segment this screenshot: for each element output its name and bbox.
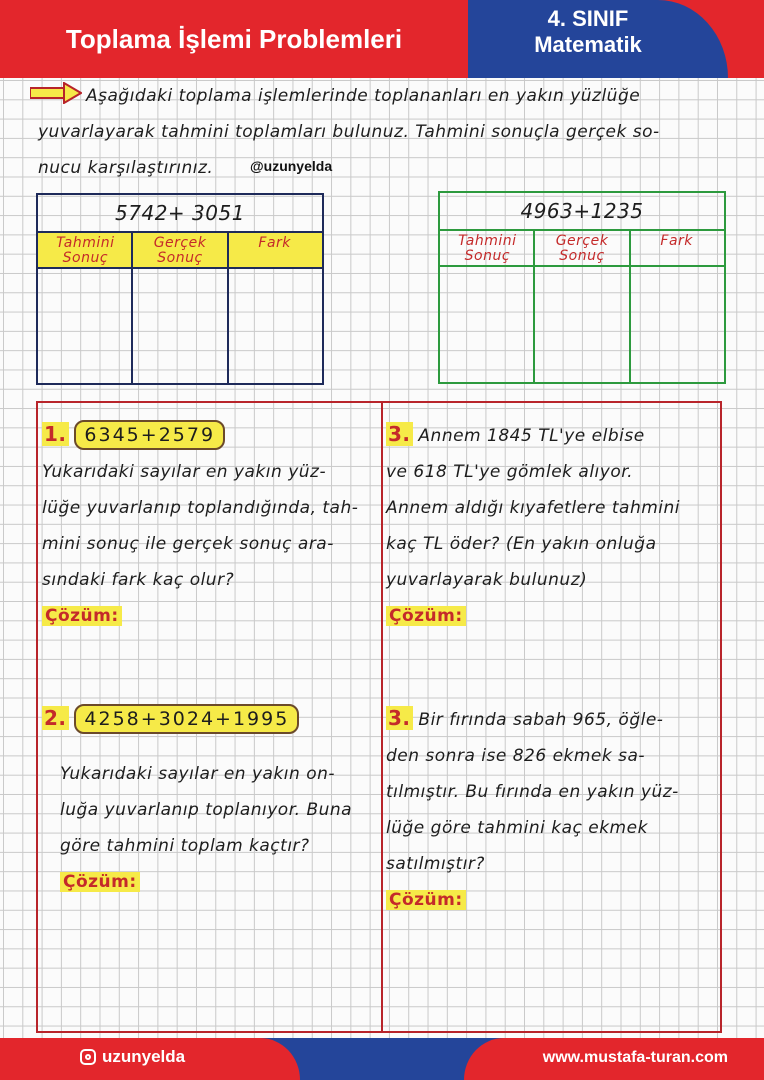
column-divider xyxy=(629,231,631,382)
table-header-row xyxy=(440,231,724,267)
page-title: Toplama İşlemi Problemleri xyxy=(65,23,403,54)
problem-line: Annem 1845 TL'ye elbise xyxy=(418,426,645,446)
instruction-line-1: Aşağıdaki toplama işlemlerinde toplananları en yakın yüzlüğe xyxy=(86,86,641,106)
problem-line: Yukarıdaki sayılar en yakın yüz- xyxy=(42,462,327,482)
problem-expression: 6345+2579 xyxy=(74,420,225,450)
table-expression: 4963+1235 xyxy=(440,193,724,231)
problem-expression: 4258+3024+1995 xyxy=(74,704,299,734)
problem-line: Bir fırında sabah 965, öğle- xyxy=(418,710,664,730)
table-expression: 5742+ 3051 xyxy=(38,195,322,233)
footer-website-link[interactable]: www.mustafa-turan.com xyxy=(542,1049,728,1066)
header-difference: Fark xyxy=(660,233,693,249)
watermark-handle: @uzunyelda xyxy=(250,158,333,174)
grade-badge xyxy=(468,6,708,58)
problem-line: den sonra ise 826 ekmek sa- xyxy=(386,746,646,766)
problem-line: kaç TL öder? (En yakın onluğa xyxy=(386,534,657,554)
footer-social-link[interactable] xyxy=(80,1047,185,1067)
problem-3-clothes xyxy=(386,416,720,634)
problem-line: Annem aldığı kıyafetlere tahmini xyxy=(386,498,681,518)
problem-line: luğa yuvarlanıp toplanıyor. Buna xyxy=(60,800,353,820)
header-difference: Fark xyxy=(258,235,291,251)
column-divider xyxy=(533,231,535,382)
subject-label: Matematik xyxy=(534,32,642,57)
solution-label: Çözüm: xyxy=(42,606,122,626)
problem-line: satılmıştır? xyxy=(386,854,485,874)
problem-line: göre tahmini toplam kaçtır? xyxy=(60,836,310,856)
instruction-text xyxy=(38,78,728,186)
instruction-line-2: yuvarlayarak tahmini toplamları bulunuz. Tahmini sonuçla gerçek so- xyxy=(38,122,660,142)
estimation-table-1 xyxy=(36,193,324,385)
solution-label: Çözüm: xyxy=(60,872,140,892)
problem-number: 3. xyxy=(388,706,411,730)
header-estimated-result: Tahmini Sonuç xyxy=(56,235,115,266)
instagram-icon xyxy=(80,1049,96,1065)
problem-2 xyxy=(42,700,378,900)
column-divider xyxy=(131,233,133,383)
problem-line: Yukarıdaki sayılar en yakın on- xyxy=(60,764,336,784)
estimation-table-2 xyxy=(438,191,726,384)
grade-label: 4. SINIF xyxy=(547,6,629,31)
problem-number: 1. xyxy=(44,422,67,446)
instruction-line-3: nucu karşılaştırınız. xyxy=(38,158,214,178)
solution-label: Çözüm: xyxy=(386,890,466,910)
solution-label: Çözüm: xyxy=(386,606,466,626)
problem-line: tılmıştır. Bu fırında en yakın yüz- xyxy=(386,782,679,802)
problem-line: mini sonuç ile gerçek sonuç ara- xyxy=(42,534,334,554)
column-divider xyxy=(227,233,229,383)
problem-3-bakery xyxy=(386,700,720,918)
header-actual-result: Gerçek Sonuç xyxy=(153,235,207,266)
problem-line: lüğe göre tahmini kaç ekmek xyxy=(386,818,648,838)
header-actual-result: Gerçek Sonuç xyxy=(555,233,609,264)
problem-line: ve 618 TL'ye gömlek alıyor. xyxy=(386,462,634,482)
problem-number: 2. xyxy=(44,706,67,730)
problem-line: yuvarlayarak bulunuz) xyxy=(386,570,588,590)
problems-divider xyxy=(381,401,383,1033)
problem-line: lüğe yuvarlanıp toplandığında, tah- xyxy=(42,498,359,518)
problem-1 xyxy=(42,416,378,634)
table-header-row xyxy=(38,233,322,269)
problem-line: sındaki fark kaç olur? xyxy=(42,570,235,590)
header-estimated-result: Tahmini Sonuç xyxy=(458,233,517,264)
problem-number: 3. xyxy=(388,422,411,446)
footer-handle-text: uzunyelda xyxy=(102,1047,186,1066)
